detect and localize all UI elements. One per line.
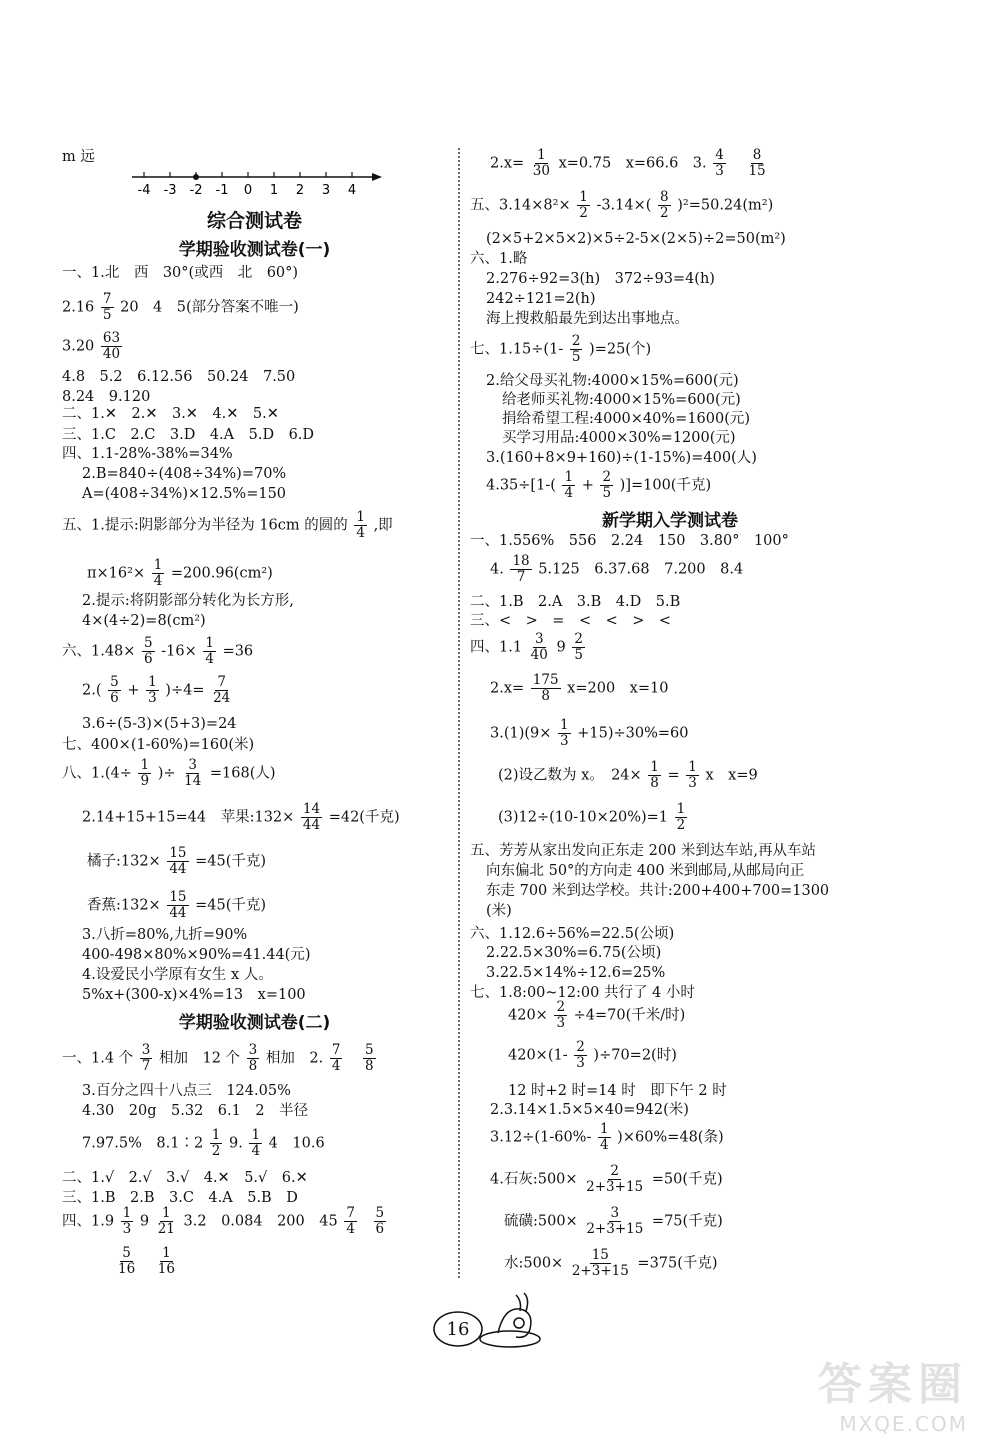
answer-line: 4.30 20g 5.32 6.1 2 半径	[82, 1103, 309, 1119]
answer-line: 六、1.略	[470, 251, 528, 267]
answer-line: 海上搜救船最先到达出事地点。	[486, 311, 689, 327]
answer-line: 2.x= $\frac{1}{30}$ x=0.75 x=66.6 3. $\frac{4}{3}$ $\frac{8}{15}$	[490, 147, 766, 179]
answer-line: 四、1.9 $\frac{1}{3}$ 9 $\frac{1}{21}$ 3.2 0.084 200 45 $\frac{7}{4}$ $\frac{5}{6}$	[62, 1205, 385, 1237]
watermark-url: MXQE.COM	[839, 1412, 968, 1436]
answer-line: 4.35÷[1-( $\frac{1}{4}$ + $\frac{2}{5}$ )]=100(千克)	[486, 469, 712, 501]
answer-line: 2.x= $\frac{175}{8}$ x=200 x=10	[490, 672, 669, 704]
numline-tick-label: -2	[189, 183, 203, 198]
answer-line: (2×5+2×5×2)×5÷2-5×(2×5)÷2=50(m²)	[486, 231, 786, 247]
answer-line: 420× $\frac{2}{3}$ ÷4=70(千米/时)	[508, 999, 686, 1031]
answer-line: 2.提示:将阴影部分转化为长方形,	[82, 593, 294, 609]
numline-tick-label: 1	[269, 183, 279, 198]
heading-test-1: 学期验收测试卷(一)	[178, 240, 331, 260]
snail-icon	[480, 1293, 540, 1347]
numline-tick-label: 3	[321, 183, 331, 198]
answer-line: 七、1.8:00~12:00 共行了 4 小时	[470, 985, 695, 1001]
watermark	[818, 1348, 968, 1436]
answer-line: 2.B=840÷(408÷34%)=70%	[82, 466, 287, 482]
answer-line: (2)设乙数为 x。 24× $\frac{1}{8}$ = $\frac{1}{3}$ x x=9	[498, 759, 758, 791]
answer-line: 二、1.✕ 2.✕ 3.✕ 4.✕ 5.✕	[62, 406, 279, 422]
answer-line: 3.八折=80%,九折=90%	[82, 927, 248, 943]
answer-line: 400-498×80%×90%=41.44(元)	[82, 947, 311, 963]
watermark-logo: 答案圈	[818, 1359, 968, 1410]
answer-line: 5%x+(300-x)×4%=13 x=100	[82, 987, 306, 1003]
page-number-badge	[430, 1289, 570, 1359]
answer-line: 给老师买礼物:4000×15%=600(元)	[502, 392, 741, 408]
answer-line: 橘子:132× $\frac{15}{44}$ =45(千克)	[87, 845, 267, 877]
numline-tick-label: 2	[295, 183, 305, 198]
answer-line: 3.(160+8×9+160)÷(1-15%)=400(人)	[486, 450, 757, 466]
column-divider	[458, 148, 460, 1278]
answer-line: 五、1.提示:阴影部分为半径为 16cm 的圆的 $\frac{1}{4}$ ,即	[62, 509, 393, 541]
answer-line: π×16²× $\frac{1}{4}$ =200.96(cm²)	[87, 557, 273, 589]
answer-line: 3.(1)(9× $\frac{1}{3}$ +15)÷30%=60	[490, 717, 689, 749]
heading-new-term: 新学期入学测试卷	[602, 511, 738, 531]
answer-line: 八、1.(4÷ $\frac{1}{9}$ )÷ $\frac{3}{14}$ =168(人)	[62, 757, 276, 789]
heading-comprehensive: 综合测试卷	[206, 210, 302, 232]
numline-tick-label: 0	[243, 183, 253, 198]
answer-line: 3.20 $\frac{63}{40}$	[62, 330, 121, 362]
numline-tick-label: -4	[137, 183, 151, 198]
answer-line: 2.3.14×1.5×5×40=942(米)	[490, 1102, 689, 1118]
answer-line: 五、芳芳从家出发向正东走 200 米到达车站,再从车站	[470, 843, 817, 859]
numline-tick-label: 4	[347, 183, 357, 198]
answer-line: 12 时+2 时=14 时 即下午 2 时	[508, 1083, 727, 1099]
answer-line: 六、1.48× $\frac{5}{6}$ -16× $\frac{1}{4}$ =36	[62, 635, 254, 667]
answer-line: 8.24 9.120	[62, 389, 151, 405]
answer-line: 7.97.5% 8.1∶2 $\frac{1}{2}$ 9. $\frac{1}{4}$ 4 10.6	[82, 1127, 325, 1159]
answer-line: 六、1.12.6÷56%=22.5(公顷)	[470, 926, 675, 942]
answer-line: 2.276÷92=3(h) 372÷93=4(h)	[486, 271, 715, 287]
number-line	[132, 167, 382, 207]
answer-line: 东走 700 米到达学校。共计:200+400+700=1300	[486, 883, 830, 899]
answer-line: 二、1.B 2.A 3.B 4.D 5.B	[470, 594, 681, 610]
answer-line: 420×(1- $\frac{2}{3}$ )÷70=2(时)	[508, 1039, 677, 1071]
answer-line: 三、1.C 2.C 3.D 4.A 5.D 6.D	[62, 427, 315, 443]
answer-line: 4.8 5.2 6.12.56 50.24 7.50	[62, 369, 296, 385]
answer-line: 4×(4÷2)=8(cm²)	[82, 613, 206, 629]
numline-prefix: m 远	[62, 149, 95, 165]
answer-line: 向东偏北 50°的方向走 400 米到邮局,从邮局向正	[486, 863, 805, 879]
answer-line: 捐给希望工程:4000×40%=1600(元)	[502, 411, 751, 427]
page-number: 16	[446, 1319, 470, 1340]
answer-line: 三、< > = < < > <	[470, 613, 672, 629]
answer-line: 水:500× $\frac{15}{2+3+15}$ =375(千克)	[504, 1247, 718, 1279]
answer-line: 硫磺:500× $\frac{3}{2+3+15}$ =75(千克)	[504, 1205, 723, 1237]
answer-line: 4.石灰:500× $\frac{2}{2+3+15}$ =50(千克)	[490, 1163, 723, 1195]
numline-point	[193, 174, 199, 180]
heading-test-2: 学期验收测试卷(二)	[178, 1013, 331, 1033]
answer-line: 2.14+15+15=44 苹果:132× $\frac{14}{44}$ =42(千克)	[82, 801, 400, 833]
answer-line: 3.百分之四十八点三 124.05%	[82, 1083, 291, 1099]
answer-line: 七、400×(1-60%)=160(米)	[62, 737, 255, 753]
answer-line: 3.6÷(5-3)×(5+3)=24	[82, 716, 237, 732]
answer-line: 242÷121=2(h)	[486, 291, 596, 307]
answer-line: 七、1.15÷(1- $\frac{2}{5}$ )=25(个)	[470, 333, 652, 365]
answer-line: 3.12÷(1-60%- $\frac{1}{4}$ )×60%=48(条)	[490, 1121, 724, 1153]
answer-line: 买学习用品:4000×30%=1200(元)	[502, 430, 736, 446]
answer-line: 一、1.北 西 30°(或西 北 60°)	[62, 265, 299, 281]
answer-line: 一、1.4 个 $\frac{3}{7}$ 相加 12 个 $\frac{3}{8}$ 相加 2. $\frac{7}{4}$ $\frac{5}{8}$	[62, 1042, 374, 1074]
answer-line: 2.16 $\frac{7}{5}$ 20 4 5(部分答案不唯一)	[62, 291, 299, 323]
answer-line: 2.22.5×30%=6.75(公顷)	[486, 945, 662, 961]
answer-line: A=(408÷34%)×12.5%=150	[82, 486, 287, 502]
answer-line: 一、1.556% 556 2.24 150 3.80° 100°	[470, 533, 789, 549]
answer-line: 二、1.√ 2.√ 3.√ 4.✕ 5.√ 6.✕	[62, 1170, 308, 1186]
answer-line: 2.给父母买礼物:4000×15%=600(元)	[486, 373, 739, 389]
answer-line: 五、3.14×8²× $\frac{1}{2}$ -3.14×( $\frac{8}{2}$ )²=50.24(m²)	[470, 189, 774, 221]
numline-tick-label: -1	[215, 183, 229, 198]
answer-line: (3)12÷(10-10×20%)=1 $\frac{1}{2}$	[498, 801, 686, 833]
answer-line: 4. $\frac{18}{7}$ 5.125 6.37.68 7.200 8.4	[490, 553, 744, 585]
numline-tick-label: -3	[163, 183, 177, 198]
answer-line: (米)	[486, 903, 512, 919]
answer-line: 四、1.1 $\frac{3}{40}$ 9 $\frac{2}{5}$	[470, 631, 583, 663]
answer-line: 四、1.1-28%-38%=34%	[62, 446, 233, 462]
answer-line: 3.22.5×14%÷12.6=25%	[486, 965, 666, 981]
answer-line: 香蕉:132× $\frac{15}{44}$ =45(千克)	[87, 889, 267, 921]
answer-line: 2.( $\frac{5}{6}$ + $\frac{1}{3}$ )÷4= $\frac{7}{24}$	[82, 674, 231, 706]
answer-line: $\frac{5}{16}$ $\frac{1}{16}$	[118, 1245, 175, 1277]
answer-line: 4.设爱民小学原有女生 x 人。	[82, 967, 273, 983]
answer-line: 三、1.B 2.B 3.C 4.A 5.B D	[62, 1190, 298, 1206]
